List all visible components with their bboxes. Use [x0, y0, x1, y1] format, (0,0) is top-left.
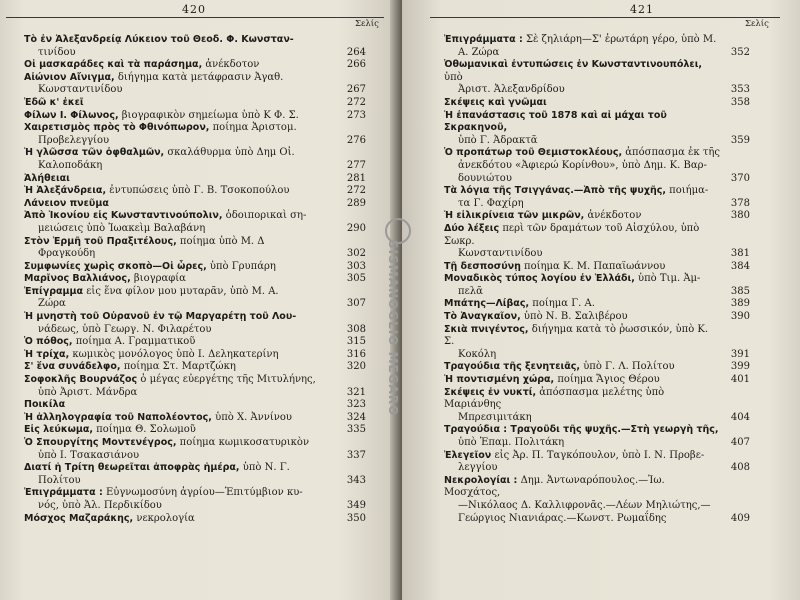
- toc-entry-title: Εἰς λεύκωμα,: [24, 424, 93, 436]
- toc-entry-page-number: 399: [730, 361, 750, 373]
- toc-entry: [444, 110, 750, 148]
- toc-entry-page-number: 353: [730, 84, 750, 96]
- toc-entry-page-number: 321: [346, 386, 366, 398]
- toc-entry-description: ἀπόσπασμα ἐκ τῆς: [625, 147, 720, 159]
- toc-entry-page-number: 404: [730, 411, 750, 423]
- toc-entry-title: Ἡ μνηστὴ τοῦ Οὐρανοῦ ἐν τῷ Μαργαρέτῃ τοῦ Λου-: [24, 311, 297, 323]
- toc-entry-page-number: 352: [730, 46, 750, 58]
- toc-entry-continuation: Κοκόλη: [458, 348, 497, 360]
- toc-entry-title-line: [444, 223, 720, 248]
- toc-entry-title-line: [24, 349, 336, 362]
- toc-entry-page-number: 308: [346, 323, 366, 335]
- toc-entry-title-line: [444, 97, 720, 110]
- toc-entry-title: Σοφοκλῆς Βουρνάζος: [24, 374, 138, 386]
- toc-entry-title: Τὸ Ἀναγκαῖον,: [444, 311, 521, 323]
- toc-entry-title: Ἡ εἰλικρίνεια τῶν μικρῶν,: [444, 210, 585, 222]
- toc-entry-description: ἀπόσπασμα μελέτης ὑπὸ Μαριάνθης: [444, 386, 665, 411]
- toc-entry-title: Φίλων Ι. Φίλωνος,: [24, 109, 119, 121]
- watermark-text: SISMANOGLIO MEGARO: [386, 240, 400, 417]
- toc-entry-title-line: [444, 147, 720, 160]
- toc-entry-title: Σκιὰ πνιγέντος,: [444, 323, 529, 335]
- toc-entry-continuation: ὑπὸ Γ. Ἀδρακτᾶ: [458, 134, 538, 146]
- toc-entry-title-line: [444, 475, 720, 500]
- toc-entry-title: Ἐδῶ κ' ἐκεῖ: [24, 96, 84, 108]
- toc-entry: [444, 261, 750, 274]
- toc-entry-description: ὑπὸ Ν. Β. Σαλιβέρου: [523, 311, 628, 323]
- toc-entry-title-line: [24, 110, 336, 123]
- toc-entry-description: ποιήμα-: [669, 185, 709, 197]
- table-of-contents-right: [444, 34, 750, 525]
- left-page: [0, 0, 398, 600]
- toc-entry-title: Σ' ἕνα συνάδελφο,: [24, 361, 121, 373]
- toc-entry-title-line: [444, 424, 720, 437]
- toc-entry-continuation: Ἀριστ. Ἀλεξανδρίδου: [458, 84, 565, 96]
- toc-entry-title-line: [444, 361, 720, 374]
- toc-entry-title-line: [24, 437, 336, 450]
- toc-entry: [24, 273, 366, 286]
- toc-entry-page-number: 267: [346, 84, 366, 96]
- toc-entry-title: Συμφωνίες χωρὶς σκοπὸ—Οἱ ὧρες,: [24, 260, 207, 272]
- toc-entry: [444, 450, 750, 475]
- toc-entry-page-number: 264: [346, 46, 366, 58]
- toc-entry-description: ἀνέκδοτον: [205, 59, 260, 71]
- toc-entry-description: κωμικὸς μονόλογος ὑπὸ Ι. Δεληκατερίνη: [72, 348, 279, 360]
- toc-entry-title-line: [24, 210, 336, 223]
- toc-entry: [24, 122, 366, 147]
- toc-entry-continuation: ὑπὸ Ἀριστ. Μάνδρα: [38, 386, 138, 398]
- toc-entry-title: Ἐπίγραμμα: [24, 285, 84, 297]
- toc-entry-title: Ὁ πόθος,: [24, 336, 73, 348]
- toc-entry-title: Μπάτης—Λίβας,: [444, 298, 530, 310]
- toc-entry-description: διήγημα κατὰ μετάφρασιν Ἀγαθ.: [117, 71, 284, 83]
- toc-entry-title-line: [444, 374, 720, 387]
- toc-entry-title-line: [24, 273, 336, 286]
- toc-entry-title-line: [444, 59, 720, 84]
- toc-entry-title-line: [24, 462, 336, 475]
- toc-entry-description: ὑπὸ Χ. Ἀννίνου: [215, 411, 292, 423]
- toc-entry-title: Ἡ τρίχα,: [24, 348, 70, 360]
- toc-entry-title-line: [24, 286, 336, 299]
- toc-entry-title: Διατί ἡ Τρίτη θεωρεῖται ἀποφρὰς ἡμέρα,: [24, 462, 240, 474]
- toc-entry: [444, 97, 750, 110]
- toc-entry-continuation: λεγγίου: [458, 462, 498, 474]
- toc-entry-continuation: Κωνσταντινίδου: [38, 84, 123, 96]
- toc-entry-description: ὑπὸ Γ. Λ. Πολίτου: [583, 361, 675, 373]
- toc-entry: [24, 336, 366, 349]
- toc-entry-title: Στὸν Ἑρμῆ τοῦ Πραξιτέλους,: [24, 235, 177, 247]
- toc-entry-continuation: Α. Ζώρα: [458, 46, 500, 58]
- toc-entry-description: νεκρολογία: [136, 512, 195, 524]
- toc-entry-description: περὶ τῶν δραμάτων τοῦ Αἰσχύλου, ὑπὸ Σωκρ.: [444, 222, 700, 247]
- toc-entry: [444, 34, 750, 59]
- toc-entry-title-line: [24, 261, 336, 274]
- toc-entry-title-line: [444, 261, 720, 274]
- toc-entry: [24, 462, 366, 487]
- toc-entry: [444, 424, 750, 449]
- toc-entry-continuation: τινίδου: [38, 46, 76, 58]
- toc-entry-title: Οἱ μασκαράδες καὶ τὰ παράσημα,: [24, 59, 203, 71]
- toc-entry-title-line: [444, 387, 720, 412]
- toc-entry-title-line: [24, 72, 336, 85]
- toc-entry: [444, 223, 750, 261]
- toc-entry-title-line: [24, 185, 336, 198]
- toc-entry-continuation: —Νικόλαος Δ. Καλλιφρονᾶς.—Λέων Μηλιώτης,—: [458, 499, 711, 511]
- toc-entry-description: ὑπὸ: [444, 71, 463, 83]
- right-page-number: 421: [630, 3, 654, 16]
- toc-entry-page-number: 272: [346, 185, 366, 197]
- toc-entry-title: Ὁ Σπουργίτης Μοντενέγρος,: [24, 437, 177, 448]
- toc-entry-title-line: [24, 424, 336, 437]
- toc-entry-title: Ἀλήθειαι: [24, 172, 70, 184]
- left-page-number: 420: [182, 3, 206, 16]
- toc-entry-title-line: [444, 298, 720, 311]
- toc-entry: [444, 311, 750, 324]
- toc-entry-page-number: 305: [346, 273, 366, 285]
- toc-entry-description: ποίημα Ἀριστομ.: [212, 122, 297, 134]
- toc-entry-continuation: δουνιώτου: [458, 172, 512, 184]
- toc-entry-description: ποίημα ὑπὸ Μ. Δ: [179, 235, 265, 247]
- right-page: [402, 0, 800, 600]
- toc-entry-title-line: [24, 147, 336, 160]
- toc-entry-title-line: [24, 487, 336, 500]
- toc-entry-page-number: 381: [730, 248, 750, 260]
- toc-entry-title-line: [24, 59, 336, 72]
- toc-entry-title-line: [24, 412, 336, 425]
- toc-entry: [24, 147, 366, 172]
- toc-entry-title: Ὀθωμανικαὶ ἐντυπώσεις ἐν Κωνσταντινουπόλει,: [444, 59, 703, 71]
- header-rule: [430, 17, 780, 18]
- toc-entry-description: ποίημα Θ. Σολωμοῦ: [96, 424, 196, 436]
- toc-entry-page-number: 384: [730, 260, 750, 272]
- toc-entry-continuation: νός, ὑπὸ Ἀλ. Περδικίδου: [38, 499, 162, 511]
- toc-entry-title-line: [24, 311, 336, 324]
- table-of-contents-left: [24, 34, 366, 525]
- toc-entry-page-number: 277: [346, 159, 366, 171]
- toc-entry-title: Ἡ ἀλληλογραφία τοῦ Ναπολέοντος,: [24, 411, 212, 423]
- toc-entry: [24, 210, 366, 235]
- toc-entry-description: ἐντυπώσεις ὑπὸ Γ. Β. Τσοκοπούλου: [109, 185, 290, 197]
- toc-entry: [24, 185, 366, 198]
- toc-entry-title: Νεκρολογίαι :: [444, 474, 518, 486]
- toc-entry: [444, 147, 750, 185]
- toc-entry-title-line: [444, 110, 720, 135]
- toc-entry: [444, 210, 750, 223]
- toc-entry-title: Τὰ λόγια τῆς Τσιγγάνας.—Ἀπὸ τῆς ψυχῆς,: [444, 185, 666, 197]
- toc-entry-title: Ποικίλα: [24, 399, 66, 411]
- toc-entry: [24, 361, 366, 374]
- toc-entry: [444, 273, 750, 298]
- toc-entry-description: Σὲ ζηλιάρη—Σ' ἐρωτάρη γέρο, ὑπὸ Μ.: [525, 34, 717, 45]
- toc-entry-page-number: 303: [346, 260, 366, 272]
- toc-entry-page-number: 389: [730, 298, 750, 310]
- toc-entry: [24, 286, 366, 311]
- toc-entry-continuation: νάδεως, ὑπὸ Γεωργ. Ν. Φιλαρέτου: [38, 323, 212, 335]
- toc-entry-page-number: 391: [730, 348, 750, 360]
- toc-entry-page-number: 378: [730, 197, 750, 209]
- toc-entry-title-line: [24, 513, 336, 526]
- toc-entry-title: Χαιρετισμὸς πρὸς τὸ Φθινόπωρον,: [24, 122, 210, 134]
- toc-entry-page-number: 323: [346, 399, 366, 411]
- toc-entry-title: Δύο λέξεις: [444, 222, 500, 234]
- toc-entry-continuation: τα Γ. Φαχίρη: [458, 197, 524, 209]
- toc-entry-title: Αἰώνιον Αἴνιγμα,: [24, 71, 115, 83]
- toc-entry-title: Τῇ δεσποσύνῃ: [444, 260, 521, 272]
- toc-entry-title: Τὸ ἐν Ἀλεξανδρείᾳ Λύκειον τοῦ Θεοδ. Φ. Κωνσταν-: [24, 34, 294, 45]
- toc-entry-continuation: Φραγκούδη: [38, 248, 96, 260]
- toc-entry: [24, 34, 366, 59]
- toc-entry: [444, 298, 750, 311]
- toc-entry-page-number: 315: [346, 336, 366, 348]
- toc-entry-page-number: 380: [730, 210, 750, 222]
- header-rule: [6, 17, 384, 18]
- toc-entry: [444, 185, 750, 210]
- toc-entry-description: ποίημα Ἄγιος Θέρου: [557, 374, 660, 386]
- toc-entry-title-line: [24, 361, 336, 374]
- toc-entry-title: Ὁ προπάτωρ τοῦ Θεμιστοκλέους,: [444, 147, 623, 159]
- toc-entry: [24, 399, 366, 412]
- toc-entry-page-number: 302: [346, 248, 366, 260]
- toc-entry-title: Ἐπιγράμματα :: [444, 34, 523, 45]
- toc-entry-page-number: 358: [730, 96, 750, 108]
- toc-entry-title: Σκέψεις καὶ γνῶμαι: [444, 96, 547, 108]
- toc-entry-description: ὑπὸ Γρυπάρη: [209, 260, 276, 272]
- toc-entry-description: ὁδοιπορικαὶ ση-: [225, 210, 307, 222]
- toc-entry: [24, 198, 366, 211]
- toc-entry: [24, 110, 366, 123]
- toc-entry: [24, 374, 366, 399]
- toc-entry-continuation: Κωνσταντινίδου: [458, 248, 543, 260]
- toc-entry-continuation: ὑπὸ Ἐπαμ. Πολιτάκη: [458, 437, 565, 448]
- toc-entry-description: Εὐγνωμοσύνη ἀγρίου—Ἐπιτύμβιον κυ-: [105, 487, 303, 499]
- toc-entry-page-number: 307: [346, 298, 366, 310]
- toc-entry-title: Ἐπιγράμματα :: [24, 487, 103, 499]
- toc-entry-description: ποίημα Στ. Μαρτζώκη: [123, 361, 236, 373]
- toc-entry-title-line: [24, 236, 336, 249]
- toc-entry-continuation: μειώσεις ὑπὸ Ἰωακεὶμ Βαλαβάνη: [38, 222, 206, 234]
- toc-entry: [24, 261, 366, 274]
- toc-entry-title-line: [444, 311, 720, 324]
- toc-entry-page-number: 350: [346, 512, 366, 524]
- toc-entry-description: σκαλάθυρμα ὑπὸ Δημ Οἰ.: [167, 147, 295, 159]
- toc-entry-title-line: [24, 198, 336, 211]
- toc-entry-page-number: 276: [346, 134, 366, 146]
- toc-entry-continuation: Προβελεγγίου: [38, 134, 110, 146]
- toc-entry-page-number: 290: [346, 222, 366, 234]
- toc-entry-description: εἰς Ἀρ. Π. Ταγκόπουλον, ὑπὸ Ι. Ν. Προβε-: [494, 449, 705, 461]
- toc-entry-page-number: 289: [346, 197, 366, 209]
- toc-entry-page-number: 390: [730, 311, 750, 323]
- toc-entry-title: Ἡ ἐπανάστασις τοῦ 1878 καὶ αἱ μάχαι τοῦ Σκρακηνοῦ,: [444, 109, 667, 134]
- toc-entry: [24, 311, 366, 336]
- toc-entry-page-number: 385: [730, 285, 750, 297]
- toc-entry-title: Ἀπὸ Ἰκονίου εἰς Κωνσταντινούπολιν,: [24, 210, 223, 222]
- toc-entry-description: ποίημα Γ. Α.: [532, 298, 595, 310]
- toc-entry-title: Μαρῖνος Βαλλιάνος,: [24, 273, 131, 285]
- toc-entry: [444, 374, 750, 387]
- toc-entry-description: διήγημα κατὰ τὸ ῥωσσικόν, ὑπὸ Κ. Σ.: [444, 323, 709, 348]
- toc-entry-continuation: πελᾶ: [458, 285, 483, 297]
- toc-entry-page-number: 401: [730, 374, 750, 386]
- toc-entry: [24, 437, 366, 462]
- toc-entry-description: βιογραφικὸν σημείωμα ὑπὸ Κ Φ. Σ.: [121, 109, 299, 121]
- toc-entry: [24, 349, 366, 362]
- toc-entry-page-number: 281: [346, 172, 366, 184]
- toc-entry-description: ποίημα Α. Γραμματικοῦ: [75, 336, 196, 348]
- toc-entry-page-number: 273: [346, 109, 366, 121]
- toc-entry: [444, 324, 750, 362]
- toc-entry-continuation: ἀνεκδότου «Ἀφιερώ Κορίνθου», ὑπὸ Δημ. Κ. Βαρ-: [458, 159, 707, 171]
- toc-entry: [24, 59, 366, 72]
- toc-entry-page-number: 316: [346, 348, 366, 360]
- toc-entry-title: Λάνειον πνεῦμα: [24, 197, 109, 209]
- toc-entry: [444, 475, 750, 525]
- toc-entry-page-number: 370: [730, 172, 750, 184]
- toc-entry-title-line: [24, 374, 336, 387]
- toc-entry-title-line: [444, 273, 720, 286]
- toc-entry-title: Μοναδικὸς τύπος λογίου ἐν Ἑλλάδι,: [444, 273, 635, 285]
- toc-entry-description: ποίημα Κ. Μ. Παπαϊωάννου: [524, 260, 666, 272]
- toc-entry-description: ἀνέκδοτον: [587, 210, 642, 222]
- toc-entry-title-line: [24, 97, 336, 110]
- toc-entry-title: Ἡ γλῶσσα τῶν ὀφθαλμῶν,: [24, 147, 165, 159]
- toc-entry-title-line: [444, 450, 720, 463]
- toc-entry-description: ὁ μέγας εὐεργέτης τῆς Μιτυλήνης,: [140, 374, 316, 386]
- toc-entry-page-number: 337: [346, 449, 366, 461]
- toc-entry-continuation: Μπρεσιμιτάκη: [458, 411, 532, 423]
- toc-entry-page-number: 407: [730, 437, 750, 448]
- toc-entry-page-number: 272: [346, 96, 366, 108]
- toc-entry-page-number: 335: [346, 424, 366, 436]
- toc-entry: [24, 412, 366, 425]
- toc-entry-title: Ἡ Ἀλεξάνδρεια,: [24, 185, 107, 197]
- toc-entry-page-number: 359: [730, 134, 750, 146]
- toc-entry-description: Δημ. Ἀντωναρόπουλος.—Ἰω. Μοσχάτος,: [444, 474, 665, 499]
- toc-entry-description: ὑπὸ Ν. Γ.: [242, 462, 290, 474]
- toc-entry: [444, 387, 750, 425]
- toc-entry-page-number: 349: [346, 499, 366, 511]
- toc-entry-title-line: [24, 34, 336, 47]
- toc-entry: [24, 72, 366, 97]
- page-column-label: Σελίς: [355, 19, 379, 29]
- toc-entry-title: Ἐλεγεῖον: [444, 449, 492, 461]
- toc-entry-title: Ἡ ποντισμένη χώρα,: [444, 374, 555, 386]
- toc-entry-page-number: 266: [346, 59, 366, 71]
- toc-entry-page-number: 324: [346, 411, 366, 423]
- toc-entry-continuation: Ζώρα: [38, 298, 66, 310]
- toc-entry-title: Τραγούδια τῆς ξενητειᾶς,: [444, 361, 581, 373]
- toc-entry: [24, 236, 366, 261]
- toc-entry-title: Μόσχος Μαζαράκης,: [24, 512, 134, 524]
- toc-entry: [444, 59, 750, 97]
- toc-entry-continuation: Γεώργιος Νιανιάρας.—Κωνστ. Ρωμαΐδης: [458, 512, 667, 524]
- toc-entry: [24, 487, 366, 512]
- toc-entry-continuation: ὑπὸ Ι. Τσακασιάνου: [38, 449, 140, 461]
- toc-entry: [24, 173, 366, 186]
- toc-entry-title-line: [24, 399, 336, 412]
- toc-entry: [24, 424, 366, 437]
- toc-entry-title: Σκέψεις ἐν νυκτί,: [444, 386, 537, 398]
- toc-entry-description: ποίημα κωμικοσατυρικὸν: [179, 437, 310, 448]
- toc-entry: [444, 361, 750, 374]
- page-column-label: Σελίς: [745, 19, 769, 29]
- toc-entry-title-line: [444, 210, 720, 223]
- toc-entry-page-number: 320: [346, 361, 366, 373]
- toc-entry-continuation: Πολίτου: [38, 474, 81, 486]
- toc-entry-title-line: [24, 173, 336, 186]
- toc-entry-title-line: [444, 34, 720, 47]
- toc-entry-description: βιογραφία: [133, 273, 186, 285]
- toc-entry-title-line: [24, 122, 336, 135]
- toc-entry-title-line: [24, 336, 336, 349]
- toc-entry-description: ὑπὸ Τιμ. Ἀμ-: [638, 273, 701, 285]
- toc-entry-description: εἰς ἕνα φίλον μου μυταρᾶν, ὑπὸ Μ. Α.: [86, 285, 279, 297]
- toc-entry: [24, 513, 366, 526]
- toc-entry-page-number: 409: [730, 512, 750, 524]
- toc-entry-page-number: 343: [346, 474, 366, 486]
- toc-entry-title-line: [444, 185, 720, 198]
- toc-entry-continuation: Καλοποδάκη: [38, 159, 103, 171]
- toc-entry-page-number: 408: [730, 462, 750, 474]
- toc-entry: [24, 97, 366, 110]
- toc-entry-title-line: [444, 324, 720, 349]
- toc-entry-title: Τραγούδια : Τραγοῦδι τῆς ψυχῆς.—Στὴ γεωργὴ τῆς,: [444, 424, 719, 436]
